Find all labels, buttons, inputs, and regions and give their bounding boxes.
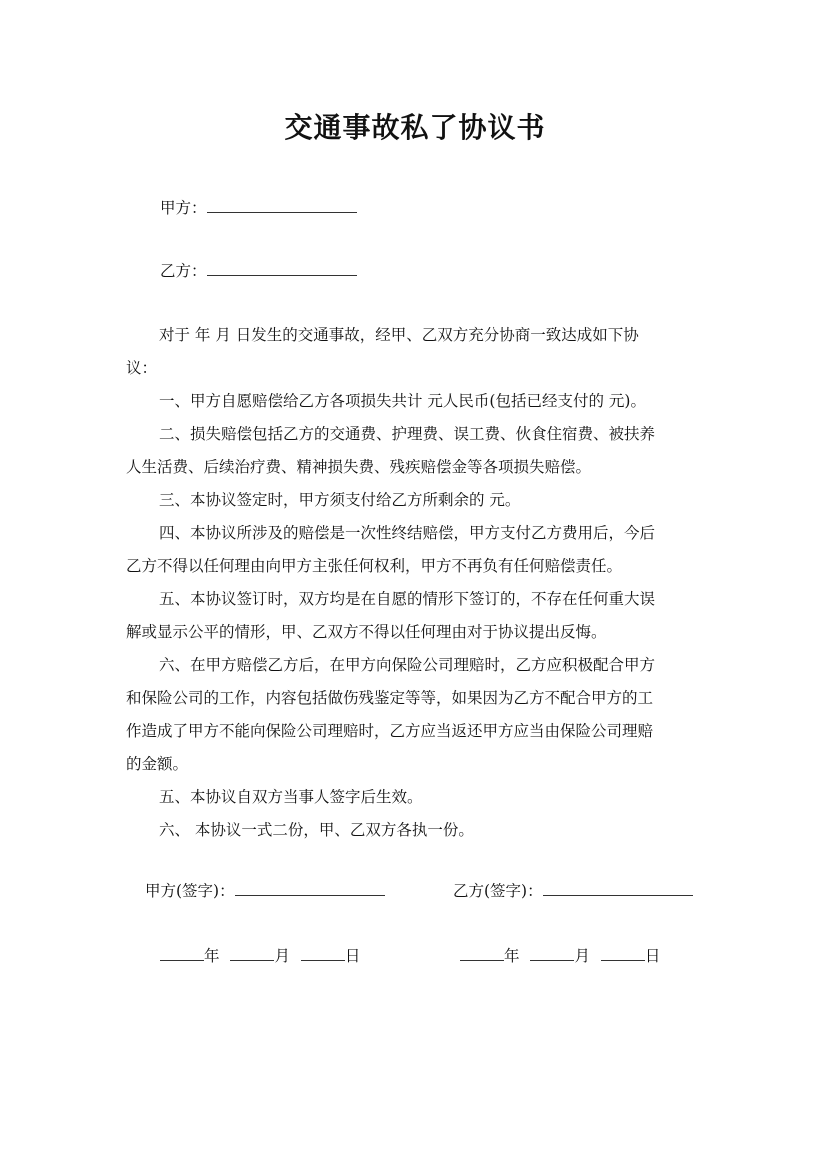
paragraph-line: 三、本协议签定时，甲方须支付给乙方所剩余的 元。 bbox=[159, 491, 521, 509]
paragraph-line: 二、损失赔偿包括乙方的交通费、护理费、误工费、伙食住宿费、被扶养 bbox=[159, 425, 656, 443]
party-b-blank[interactable] bbox=[207, 261, 357, 276]
month-blank[interactable] bbox=[230, 946, 274, 961]
paragraph-line: 五、本协议签订时，双方均是在自愿的情形下签订的，不存在任何重大误 bbox=[159, 590, 656, 608]
document-title: 交通事故私了协议书 bbox=[284, 111, 546, 144]
month-label: 月 bbox=[574, 947, 590, 965]
party-b-signature bbox=[453, 879, 693, 901]
paragraph-line: 乙方不得以任何理由向甲方主张任何权利，甲方不再负有任何赔偿责任。 bbox=[126, 557, 623, 575]
year-label: 年 bbox=[204, 947, 220, 965]
party-a-field bbox=[160, 196, 357, 218]
year-label: 年 bbox=[504, 947, 520, 965]
year-blank[interactable] bbox=[160, 946, 204, 961]
party-a-signature bbox=[145, 879, 385, 901]
party-b-label: 乙方： bbox=[160, 262, 207, 280]
paragraph-line: 人生活费、后续治疗费、精神损失费、残疾赔偿金等各项损失赔偿。 bbox=[126, 458, 592, 476]
day-label: 日 bbox=[644, 947, 661, 965]
paragraph-line: 的金额。 bbox=[126, 755, 189, 773]
paragraph-line: 四、本协议所涉及的赔偿是一次性终结赔偿，甲方支付乙方费用后，今后 bbox=[159, 524, 656, 542]
paragraph-line: 六、在甲方赔偿乙方后，在甲方向保险公司理赔时，乙方应积极配合甲方 bbox=[159, 656, 656, 674]
day-label: 日 bbox=[344, 947, 361, 965]
paragraph-line: 六、 本协议一式二份，甲、乙双方各执一份。 bbox=[159, 821, 474, 839]
paragraph-line: 议： bbox=[126, 359, 158, 377]
year-blank[interactable] bbox=[460, 946, 504, 961]
paragraph-line: 和保险公司的工作，内容包括做伤残鉴定等等，如果因为乙方不配合甲方的工 bbox=[126, 689, 654, 707]
paragraph-line: 一、甲方自愿赔偿给乙方各项损失共计 元人民币(包括已经支付的 元)。 bbox=[159, 392, 646, 410]
paragraph-line: 解或显示公平的情形，甲、乙双方不得以任何理由对于协议提出反悔。 bbox=[126, 623, 607, 641]
party-b-field bbox=[160, 259, 357, 281]
party-a-date bbox=[160, 944, 360, 966]
month-label: 月 bbox=[274, 947, 290, 965]
day-blank[interactable] bbox=[601, 946, 645, 961]
party-a-label: 甲方： bbox=[160, 199, 207, 217]
party-b-signature-blank[interactable] bbox=[543, 881, 693, 896]
party-b-date bbox=[460, 944, 660, 966]
month-blank[interactable] bbox=[530, 946, 574, 961]
paragraph-line: 作造成了甲方不能向保险公司理赔时，乙方应当返还甲方应当由保险公司理赔 bbox=[126, 722, 654, 740]
party-a-blank[interactable] bbox=[207, 198, 357, 213]
paragraph-line: 对于 年 月 日发生的交通事故，经甲、乙双方充分协商一致达成如下协 bbox=[159, 326, 639, 344]
party-a-signature-label: 甲方(签字)： bbox=[145, 882, 235, 900]
day-blank[interactable] bbox=[301, 946, 345, 961]
paragraph-line: 五、本协议自双方当事人签字后生效。 bbox=[159, 788, 423, 806]
party-b-signature-label: 乙方(签字)： bbox=[453, 882, 543, 900]
party-a-signature-blank[interactable] bbox=[235, 881, 385, 896]
